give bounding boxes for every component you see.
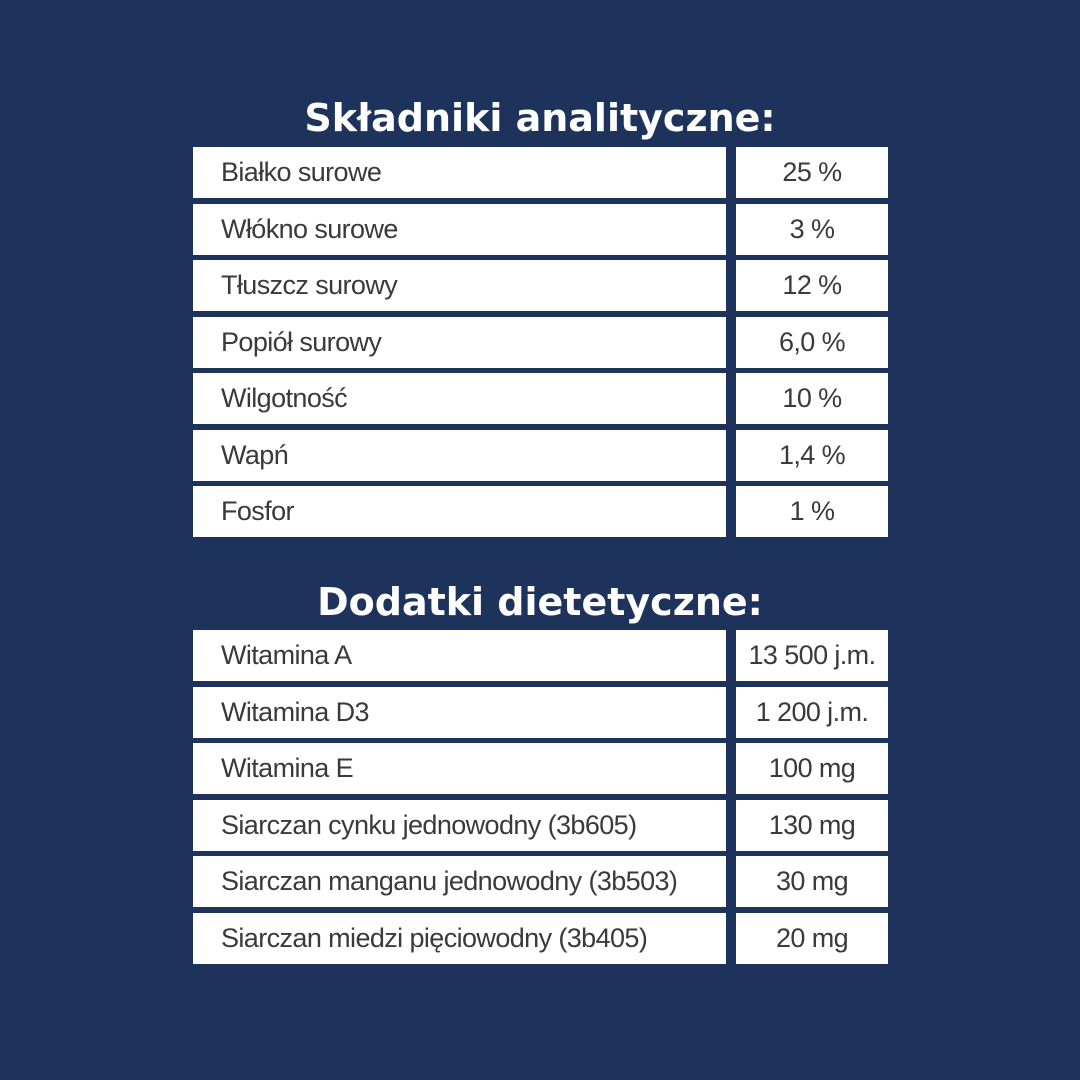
table-row (193, 430, 888, 481)
component-name: Białko surowe (193, 147, 726, 198)
analytic-components-title: Składniki analityczne: (304, 96, 776, 140)
dietary-additives-title: Dodatki dietetyczne: (317, 580, 763, 624)
additive-name: Witamina D3 (193, 687, 726, 738)
table-row (193, 687, 888, 738)
component-name: Fosfor (193, 486, 726, 537)
table-row (193, 204, 888, 255)
table-row (193, 630, 888, 681)
table-row (193, 486, 888, 537)
additive-value: 30 mg (736, 856, 888, 907)
table-row (193, 913, 888, 964)
additive-value: 13 500 j.m. (736, 630, 888, 681)
additive-name: Siarczan miedzi pięciowodny (3b405) (193, 913, 726, 964)
component-name: Włókno surowe (193, 204, 726, 255)
additive-name: Witamina E (193, 743, 726, 794)
table-row (193, 147, 888, 198)
additive-value: 100 mg (736, 743, 888, 794)
table-row (193, 856, 888, 907)
component-value: 25 % (736, 147, 888, 198)
component-name: Wilgotność (193, 373, 726, 424)
additive-name: Siarczan cynku jednowodny (3b605) (193, 800, 726, 851)
table-row (193, 743, 888, 794)
component-value: 1,4 % (736, 430, 888, 481)
table-row (193, 317, 888, 368)
component-name: Tłuszcz surowy (193, 260, 726, 311)
table-row (193, 373, 888, 424)
additive-name: Siarczan manganu jednowodny (3b503) (193, 856, 726, 907)
component-value: 1 % (736, 486, 888, 537)
additive-value: 130 mg (736, 800, 888, 851)
table-row (193, 260, 888, 311)
additive-value: 20 mg (736, 913, 888, 964)
analytic-components-table (193, 147, 888, 543)
table-row (193, 800, 888, 851)
component-value: 10 % (736, 373, 888, 424)
additive-name: Witamina A (193, 630, 726, 681)
dietary-additives-table (193, 630, 888, 969)
component-value: 6,0 % (736, 317, 888, 368)
component-name: Popiół surowy (193, 317, 726, 368)
component-value: 12 % (736, 260, 888, 311)
component-value: 3 % (736, 204, 888, 255)
additive-value: 1 200 j.m. (736, 687, 888, 738)
component-name: Wapń (193, 430, 726, 481)
